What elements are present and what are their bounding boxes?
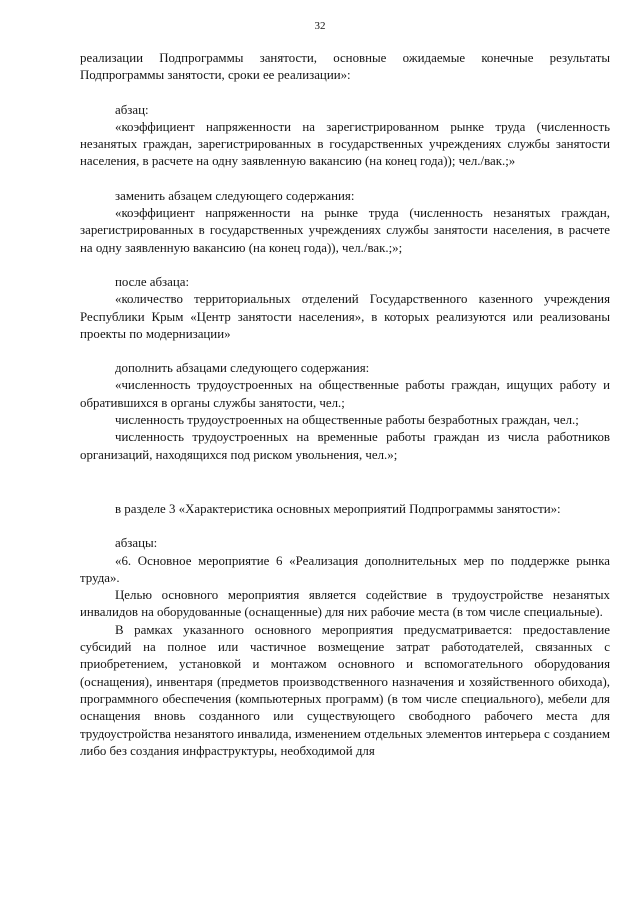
paragraph-measure-6: «6. Основное мероприятие 6 «Реализация дополнительных мер по поддержке рынка труда». [80,553,610,585]
paragraph-measure-goal: Целью основного мероприятия является содействие в трудоустройстве незанятых инвалидов на оборудованные (оснащенные) для них рабочие места (в том числе специальные). [80,588,610,620]
paragraph-departments-count: «количество территориальных отделений Государственного казенного учреждения Республики Крым «Центр занятости населения», в которых реализуются или реализованы проекты по модернизации» [80,292,610,341]
paragraph-label-abzacy: абзацы: [115,536,158,551]
paragraph-section-3: в разделе 3 «Характеристика основных мероприятий Подпрограммы занятости»: [115,501,561,516]
paragraph-old-coefficient: «коэффициент напряженности на зарегистрированном рынке труда (численность незанятых граждан, зарегистрированных в государственных учреждениях службы занятости населения, в расчете на одну заявленную вакансию (на конец года)); чел./вак.;» [80,119,610,169]
paragraph-temporary-works: численность трудоустроенных на временные работы граждан из числа работников организаций, находящихся под риском увольнения, чел.»; [80,430,610,462]
paragraph-public-works: «численность трудоустроенных на общественные работы граждан, ищущих работу и обратившихся в органы службы занятости, чел.; [80,378,610,410]
page-number: 32 [314,20,326,32]
paragraph-label-abzac: абзац: [115,102,149,117]
paragraph-replace-instruction: заменить абзацем следующего содержания: [115,188,355,203]
paragraph-intro: реализации Подпрограммы занятости, основные ожидаемые конечные результаты Подпрограммы занятости, сроки ее реализации»: [80,51,610,83]
paragraph-after-label: после абзаца: [115,274,190,289]
paragraph-measure-details: В рамках указанного основного мероприятия предусматривается: предоставление субсидий на полное или частичное возмещение затрат работодателей, связанных с приобретением, установкой и монтажом основного и вспомогательного оборудования (оснащения), инвентаря (предметов производственного назначения и хозяйственного обихода), программного обеспечения (компьютерных программ) (в том числе специального), мебели для оснащения вновь созданного или существующего свободного рабочего места для трудоустройства незанятого инвалида, изменением отдельных элементов интерьера с созданием либо без создания инфраструктуры, необходимой для [80,622,610,758]
paragraph-new-coefficient: «коэффициент напряженности на рынке труда (численность незанятых граждан, зарегистрированных в государственных учреждениях службы занятости населения, в расчете на одну заявленную вакансию (на конец года)), чел./вак.;»; [80,206,610,255]
document-body [80,50,610,760]
paragraph-add-instruction: дополнить абзацами следующего содержания: [115,361,370,376]
paragraph-public-works-unemployed: численность трудоустроенных на общественные работы безработных граждан, чел.; [115,413,579,428]
